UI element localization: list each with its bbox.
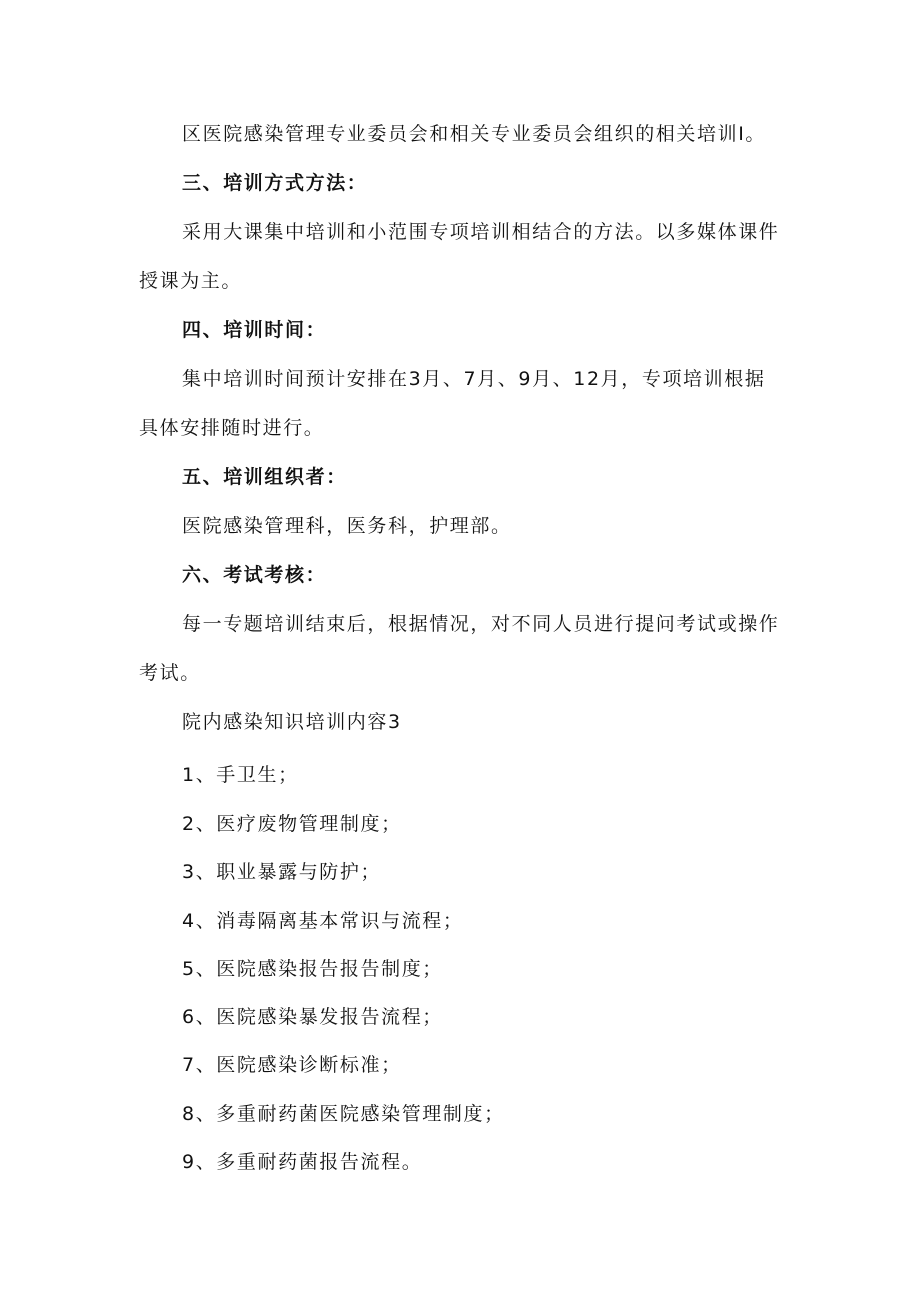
paragraph-training-method-line-2: 授课为主。 xyxy=(139,270,243,292)
paragraph-training-time-line-1: 集中培训时间预计安排在3月、7月、9月、12月，专项培训根据 xyxy=(182,368,766,390)
list-item: 4、消毒隔离基本常识与流程； xyxy=(182,910,464,932)
paragraph-exam-line-1: 每一专题培训结束后，根据情况，对不同人员进行提问考试或操作 xyxy=(182,613,780,635)
heading-training-organizer: 五、培训组织者： xyxy=(182,466,347,488)
list-item: 8、多重耐药菌医院感染管理制度； xyxy=(182,1103,505,1125)
list-item: 7、医院感染诊断标准； xyxy=(182,1054,402,1076)
paragraph-exam-line-2: 考试。 xyxy=(139,662,201,684)
heading-exam-assessment: 六、考试考核： xyxy=(182,564,327,586)
list-item: 9、多重耐药菌报告流程。 xyxy=(182,1151,423,1173)
section-title-training-content: 院内感染知识培训内容3 xyxy=(182,711,402,733)
paragraph-training-time-line-2: 具体安排随时进行。 xyxy=(139,417,325,439)
list-item: 1、手卫生； xyxy=(182,764,299,786)
list-item: 3、职业暴露与防护； xyxy=(182,861,382,883)
list-item: 6、医院感染暴发报告流程； xyxy=(182,1006,443,1028)
heading-training-time: 四、培训时间： xyxy=(182,319,327,341)
paragraph-training-source: 区医院感染管理专业委员会和相关专业委员会组织的相关培训Ⅰ。 xyxy=(182,123,767,145)
list-item: 5、医院感染报告报告制度； xyxy=(182,958,443,980)
heading-training-method: 三、培训方式方法： xyxy=(182,172,368,194)
paragraph-training-method-line-1: 采用大课集中培训和小范围专项培训相结合的方法。以多媒体课件 xyxy=(182,221,780,243)
paragraph-training-organizer: 医院感染管理科，医务科，护理部。 xyxy=(182,515,512,537)
list-item: 2、医疗废物管理制度； xyxy=(182,813,402,835)
